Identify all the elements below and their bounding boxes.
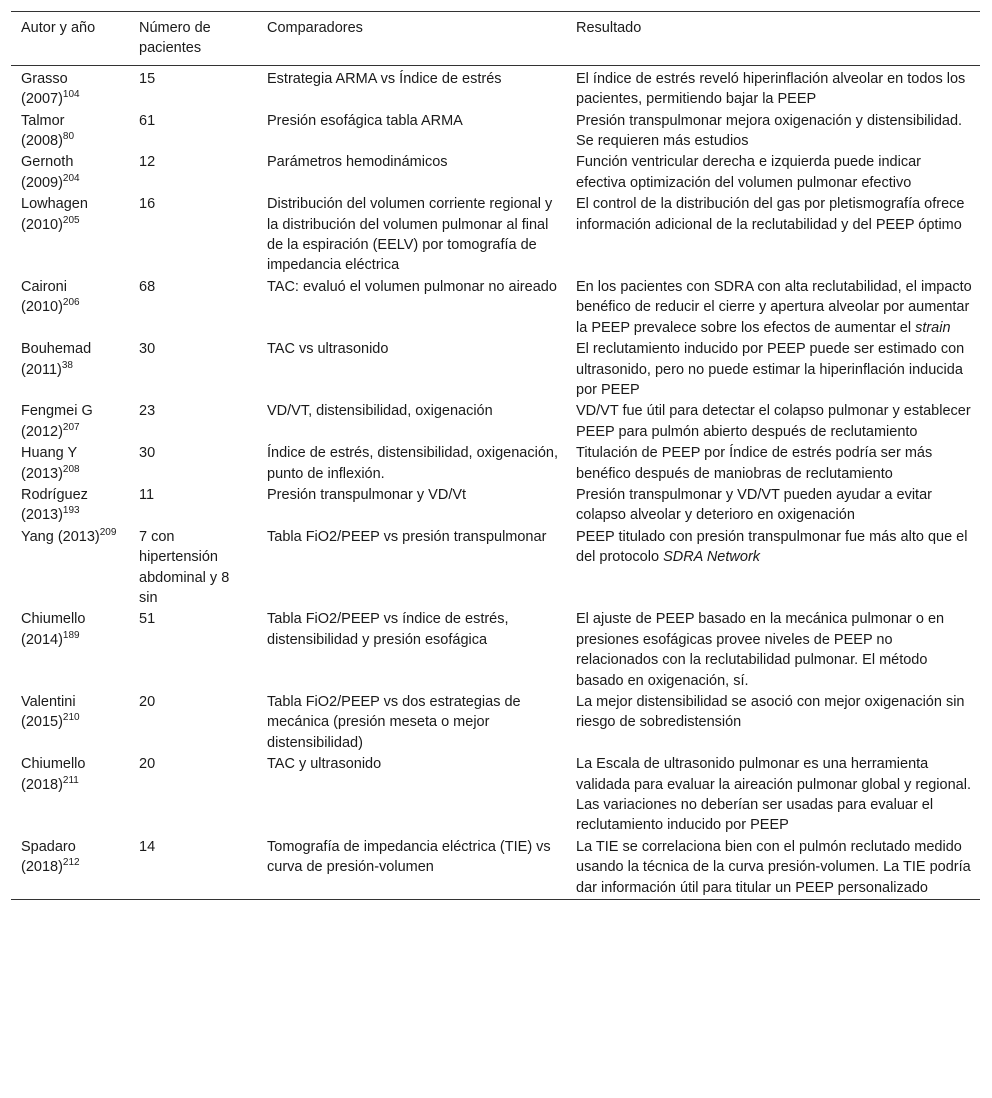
cell-author bbox=[11, 443, 129, 485]
cell-result bbox=[566, 65, 980, 110]
reference-number: 204 bbox=[62, 173, 80, 185]
patients-text: 20 bbox=[139, 694, 156, 710]
comparators-text: Tabla FiO2/PEEP vs dos estrategias de mecánica (presión meseta o mejor distensibilidad) bbox=[267, 694, 521, 751]
table-row bbox=[11, 401, 980, 443]
reference-number: 80 bbox=[62, 131, 75, 143]
patients-text: 30 bbox=[139, 445, 156, 462]
cell-patients bbox=[129, 401, 257, 443]
table-row bbox=[11, 692, 980, 754]
comparators-text: Tabla FiO2/PEEP vs índice de estrés, distensibilidad y presión esofágica bbox=[267, 611, 509, 648]
header-row bbox=[11, 12, 980, 66]
table-row bbox=[11, 194, 980, 277]
cell-author bbox=[11, 111, 129, 153]
cell-patients bbox=[129, 339, 257, 401]
reference-number: 104 bbox=[62, 89, 80, 101]
reference-number: 205 bbox=[62, 214, 80, 226]
result-text: El control de la distribución del gas por pletismografía ofrece información adicional de la reclutabilidad y del PEEP óptimo bbox=[576, 196, 965, 233]
cell-author bbox=[11, 527, 129, 610]
reference-number: 207 bbox=[62, 421, 80, 433]
author-text: Valentini (2015) bbox=[21, 694, 76, 731]
author-text: Talmor (2008) bbox=[21, 112, 65, 150]
cell-result bbox=[566, 609, 980, 692]
cell-patients bbox=[129, 837, 257, 900]
cell-result bbox=[566, 692, 980, 754]
author-text: Chiumello (2014) bbox=[21, 611, 86, 648]
cell-author bbox=[11, 692, 129, 754]
table-row bbox=[11, 65, 980, 110]
result-text: Titulación de PEEP por Índice de estrés podría ser más benéfico después de maniobras de reclutamiento bbox=[576, 445, 933, 482]
cell-author bbox=[11, 485, 129, 527]
reference-number: 208 bbox=[62, 463, 80, 475]
cell-comparators bbox=[257, 111, 566, 153]
table-row bbox=[11, 152, 980, 194]
reference-number: 206 bbox=[62, 297, 80, 309]
patients-text: 20 bbox=[139, 756, 156, 773]
author-text: Caironi (2010) bbox=[21, 278, 67, 316]
cell-result bbox=[566, 527, 980, 610]
reference-number: 211 bbox=[62, 774, 79, 786]
table-row bbox=[11, 609, 980, 692]
comparators-text: Presión transpulmonar y VD/Vt bbox=[267, 486, 467, 503]
cell-comparators bbox=[257, 837, 566, 900]
comparators-text: Tabla FiO2/PEEP vs presión transpulmonar bbox=[267, 528, 547, 545]
result-text: El reclutamiento inducido por PEEP puede ser estimado con ultrasonido, pero no puede estimar la hiperinflación inducida por PEEP bbox=[576, 341, 965, 398]
cell-comparators bbox=[257, 527, 566, 610]
table-row bbox=[11, 485, 980, 527]
table-header bbox=[11, 12, 980, 66]
cell-patients bbox=[129, 277, 257, 339]
result-text: El índice de estrés reveló hiperinflación alveolar en todos los pacientes, permitiendo bajar la PEEP bbox=[576, 70, 966, 108]
comparators-text: Tomografía de impedancia eléctrica (TIE) vs curva de presión-volumen bbox=[267, 838, 551, 876]
comparators-text: TAC: evaluó el volumen pulmonar no aireado bbox=[267, 278, 557, 295]
result-text: VD/VT fue útil para detectar el colapso pulmonar y establecer PEEP para pulmón abierto después de reclutamiento bbox=[576, 403, 971, 440]
patients-text: 30 bbox=[139, 341, 156, 358]
cell-patients bbox=[129, 443, 257, 485]
cell-author bbox=[11, 65, 129, 110]
author-text: Chiumello (2018) bbox=[21, 756, 86, 793]
patients-text: 11 bbox=[139, 486, 155, 503]
studies-table-container bbox=[11, 11, 980, 900]
cell-patients bbox=[129, 609, 257, 692]
studies-table bbox=[11, 11, 980, 900]
cell-result bbox=[566, 485, 980, 527]
author-text: Rodríguez (2013) bbox=[21, 486, 88, 524]
cell-result bbox=[566, 339, 980, 401]
table-row bbox=[11, 339, 980, 401]
table-row bbox=[11, 111, 980, 153]
result-text: PEEP titulado con presión transpulmonar fue más alto que el del protocolo bbox=[576, 528, 968, 566]
result-text: El ajuste de PEEP basado en la mecánica pulmonar o en presiones esofágicas provee niveles de PEEP no relacionados con la reclutabilidad pulmonar. El método basado en oxigenación, sí. bbox=[576, 611, 945, 689]
cell-comparators bbox=[257, 339, 566, 401]
cell-comparators bbox=[257, 609, 566, 692]
patients-text: 14 bbox=[139, 838, 156, 855]
author-text: Lowhagen (2010) bbox=[21, 196, 88, 233]
header-author: Autor y año bbox=[21, 20, 96, 36]
patients-text: 51 bbox=[139, 611, 156, 628]
result-text: En los pacientes con SDRA con alta reclutabilidad, el impacto benéfico de reducir el cierre y apertura alveolar por aumentar la PEEP prevalece sobre los efectos de aumentar el bbox=[576, 278, 972, 336]
patients-text: 12 bbox=[139, 154, 156, 171]
cell-author bbox=[11, 152, 129, 194]
cell-result bbox=[566, 152, 980, 194]
cell-author bbox=[11, 401, 129, 443]
cell-author bbox=[11, 277, 129, 339]
table-row bbox=[11, 277, 980, 339]
table-body bbox=[11, 65, 980, 899]
reference-number: 212 bbox=[62, 857, 80, 869]
result-text: La TIE se correlaciona bien con el pulmón reclutado medido usando la técnica de la curva presión-volumen. La TIE podría dar información útil para titular un PEEP personalizado bbox=[576, 838, 971, 896]
cell-result bbox=[566, 111, 980, 153]
comparators-text: TAC y ultrasonido bbox=[267, 756, 382, 773]
author-text: Grasso (2007) bbox=[21, 70, 68, 108]
author-text: Fengmei G (2012) bbox=[21, 403, 93, 440]
cell-comparators bbox=[257, 754, 566, 837]
patients-text: 16 bbox=[139, 196, 156, 213]
result-text: La Escala de ultrasonido pulmonar es una herramienta validada para evaluar la aireación pulmonar global y regional. Las variaciones no deberían ser usadas para evaluar el reclutamiento inducido por PEEP bbox=[576, 756, 971, 834]
result-text: Presión transpulmonar y VD/VT pueden ayudar a evitar colapso alveolar y deterioro en oxigenación bbox=[576, 486, 932, 524]
cell-comparators bbox=[257, 65, 566, 110]
result-text: La mejor distensibilidad se asoció con mejor oxigenación sin riesgo de sobredistensión bbox=[576, 694, 965, 731]
cell-result bbox=[566, 277, 980, 339]
author-text: Spadaro (2018) bbox=[21, 838, 76, 876]
patients-text: 61 bbox=[139, 112, 156, 129]
reference-number: 209 bbox=[99, 526, 117, 538]
header-comparators: Comparadores bbox=[267, 20, 363, 36]
table-row bbox=[11, 527, 980, 610]
author-text: Bouhemad (2011) bbox=[21, 341, 92, 378]
cell-patients bbox=[129, 194, 257, 277]
table-row bbox=[11, 443, 980, 485]
comparators-text: TAC vs ultrasonido bbox=[267, 341, 389, 358]
comparators-text: Índice de estrés, distensibilidad, oxigenación, punto de inflexión. bbox=[267, 445, 558, 482]
result-italic-text: strain bbox=[915, 319, 951, 336]
reference-number: 210 bbox=[62, 712, 80, 724]
comparators-text: Estrategia ARMA vs Índice de estrés bbox=[267, 70, 502, 87]
cell-author bbox=[11, 194, 129, 277]
cell-author bbox=[11, 754, 129, 837]
cell-comparators bbox=[257, 443, 566, 485]
result-text: Presión transpulmonar mejora oxigenación y distensibilidad. Se requieren más estudios bbox=[576, 112, 963, 150]
cell-patients bbox=[129, 65, 257, 110]
patients-text: 68 bbox=[139, 278, 156, 295]
cell-patients bbox=[129, 527, 257, 610]
cell-result bbox=[566, 401, 980, 443]
cell-patients bbox=[129, 152, 257, 194]
reference-number: 189 bbox=[62, 629, 80, 641]
cell-result bbox=[566, 194, 980, 277]
reference-number: 193 bbox=[62, 505, 80, 517]
comparators-text: Parámetros hemodinámicos bbox=[267, 154, 448, 171]
result-text: Función ventricular derecha e izquierda puede indicar efectiva optimización del volumen pulmonar efectivo bbox=[576, 154, 921, 191]
cell-author bbox=[11, 837, 129, 900]
patients-text: 15 bbox=[139, 70, 156, 87]
cell-patients bbox=[129, 111, 257, 153]
cell-comparators bbox=[257, 692, 566, 754]
table-row bbox=[11, 837, 980, 900]
result-italic-text: SDRA Network bbox=[663, 549, 761, 566]
header-patients: Número de pacientes bbox=[139, 20, 211, 57]
author-text: Gernoth (2009) bbox=[21, 154, 74, 191]
author-text: Huang Y (2013) bbox=[21, 445, 77, 482]
cell-author bbox=[11, 339, 129, 401]
cell-comparators bbox=[257, 194, 566, 277]
comparators-text: VD/VT, distensibilidad, oxigenación bbox=[267, 403, 493, 420]
author-text: Yang (2013) bbox=[21, 528, 100, 545]
cell-result bbox=[566, 754, 980, 837]
cell-patients bbox=[129, 692, 257, 754]
cell-result bbox=[566, 443, 980, 485]
comparators-text: Distribución del volumen corriente regional y la distribución del volumen pulmonar al final de la espiración (EELV) por tomografía de impedancia eléctrica bbox=[267, 196, 553, 274]
cell-author bbox=[11, 609, 129, 692]
patients-text: 23 bbox=[139, 403, 156, 420]
cell-patients bbox=[129, 754, 257, 837]
cell-comparators bbox=[257, 401, 566, 443]
cell-comparators bbox=[257, 485, 566, 527]
header-result: Resultado bbox=[576, 20, 642, 36]
comparators-text: Presión esofágica tabla ARMA bbox=[267, 112, 463, 129]
patients-text: 7 con hipertensión abdominal y 8 sin bbox=[139, 528, 230, 606]
cell-patients bbox=[129, 485, 257, 527]
table-row bbox=[11, 754, 980, 837]
cell-comparators bbox=[257, 277, 566, 339]
cell-result bbox=[566, 837, 980, 900]
reference-number: 38 bbox=[61, 359, 73, 371]
cell-comparators bbox=[257, 152, 566, 194]
